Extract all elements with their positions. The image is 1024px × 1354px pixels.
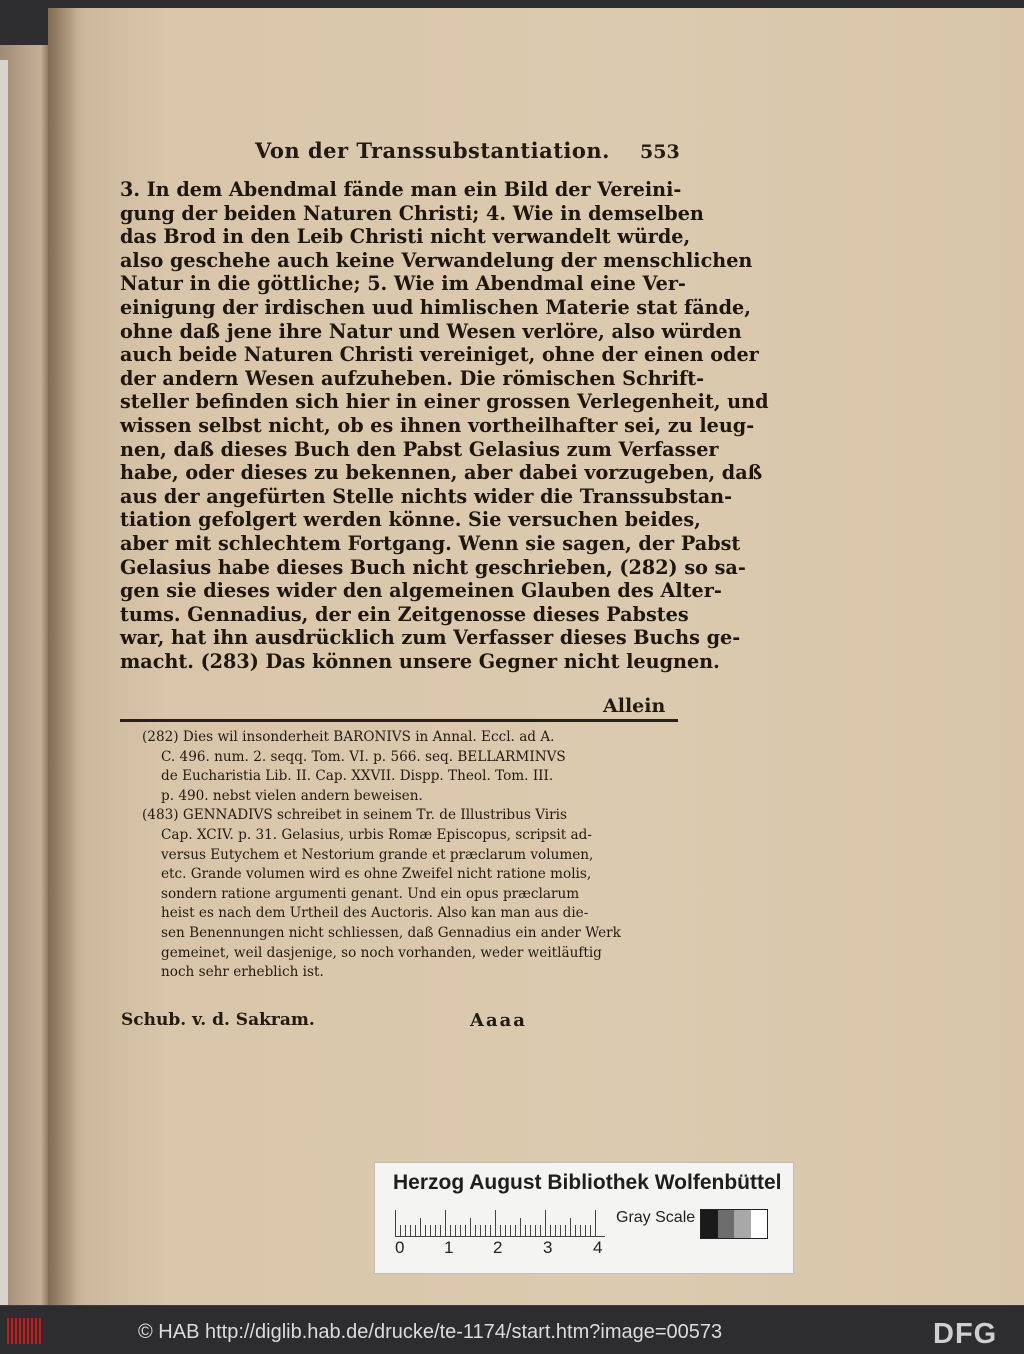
body-line: aber mit schlechtem Fortgang. Wenn sie sagen, der Pabst (120, 531, 741, 555)
body-line: steller befinden sich hier in einer grossen Verlegenheit, und (120, 390, 769, 414)
ruler-tick (580, 1225, 581, 1236)
footnote-line: versus Eutychem et Nestorium grande et præclarum volumen, (161, 846, 594, 863)
body-line: also geschehe auch keine Verwandelung der menschlichen (120, 248, 753, 272)
body-line: nen, daß dieses Buch den Pabst Gelasius zum Verfasser (120, 437, 719, 461)
ruler-tick (570, 1218, 571, 1236)
body-line: wissen selbst nicht, ob es ihnen vortheilhafter sei, zu leug- (120, 413, 755, 437)
footnote-line: sondern ratione argumenti genant. Und ein opus præclarum (161, 885, 580, 902)
footnote-line: gemeinet, weil dasjenige, so noch vorhanden, weder weitläuftig (161, 944, 602, 961)
body-line: 3. In dem Abendmal fände man ein Bild der Vereini- (120, 178, 682, 201)
ruler-tick (480, 1225, 481, 1236)
ruler-number: 0 (395, 1238, 405, 1257)
ruler-tick (515, 1225, 516, 1236)
ruler-number: 4 (593, 1238, 603, 1257)
sheet-mark: Aaaa (470, 1010, 527, 1031)
body-line: das Brod in den Leib Christi nicht verwandelt würde, (120, 225, 691, 249)
footnote-rule (120, 719, 678, 722)
ruler-tick (575, 1225, 576, 1236)
barcode-icon (7, 1318, 41, 1344)
gray-scale-label: Gray Scale (616, 1209, 696, 1226)
gray-scale-swatches (700, 1209, 768, 1239)
ruler-tick (430, 1225, 431, 1236)
ruler-tick (400, 1225, 401, 1236)
ruler-tick (470, 1218, 471, 1236)
ruler-number: 2 (493, 1238, 503, 1257)
ruler-number: 1 (444, 1238, 454, 1257)
copyright-url[interactable]: © HAB http://diglib.hab.de/drucke/te-1174/start.htm?image=00573 (138, 1321, 723, 1343)
ruler-tick (485, 1225, 486, 1236)
footnote-line: heist es nach dem Urtheil des Auctoris. Also kan man aus die- (161, 905, 589, 922)
ruler-tick (505, 1225, 506, 1236)
color-calibration-chart (374, 1162, 794, 1274)
body-line: macht. (283) Das können unsere Gegner nicht leugnen. (120, 649, 720, 673)
ruler-tick (440, 1225, 441, 1236)
ruler-tick (590, 1225, 591, 1236)
ruler-tick (520, 1218, 521, 1236)
ruler-tick (565, 1225, 566, 1236)
footnote-line: etc. Grande volumen wird es ohne Zweifel nicht ratione molis, (161, 866, 592, 883)
footnote-line: de Eucharistia Lib. II. Cap. XXVII. Dispp. Theol. Tom. III. (161, 768, 554, 785)
footnote-line: (483) GENNADIVS schreibet in seinem Tr. de Illustribus Viris (142, 807, 567, 824)
page-stack-edge (0, 60, 8, 1305)
ruler-tick (595, 1210, 596, 1236)
ruler-tick (495, 1210, 496, 1236)
dfg-logo: DFG (933, 1318, 998, 1350)
ruler-tick (475, 1225, 476, 1236)
body-line: gung der beiden Naturen Christi; 4. Wie in demselben (120, 201, 704, 225)
body-line: auch beide Naturen Christi vereiniget, ohne der einen oder (120, 343, 759, 367)
body-line: tiation gefolgert werden könne. Sie versuchen beides, (120, 508, 701, 532)
footer-bar (0, 1305, 1024, 1354)
ruler-tick (405, 1225, 406, 1236)
ruler-tick (450, 1225, 451, 1236)
footnote-line: sen Benennungen nicht schliessen, daß Gennadius ein ander Werk (161, 924, 621, 941)
ruler (395, 1210, 605, 1237)
ruler-tick (555, 1225, 556, 1236)
ruler-tick (455, 1225, 456, 1236)
ruler-tick (460, 1225, 461, 1236)
footnotes (142, 728, 678, 983)
gray-swatch (718, 1210, 735, 1238)
ruler-tick (490, 1225, 491, 1236)
ruler-tick (425, 1225, 426, 1236)
body-line: aus der angefürten Stelle nichts wider die Transsubstan- (120, 484, 733, 508)
ruler-tick (540, 1225, 541, 1236)
ruler-tick (525, 1225, 526, 1236)
chart-title: Herzog August Bibliothek Wolfenbüttel (393, 1171, 782, 1194)
body-line: der andern Wesen aufzuheben. Die römischen Schrift- (120, 366, 705, 390)
ruler-tick (465, 1225, 466, 1236)
catchword: Allein (603, 695, 666, 717)
ruler-tick (585, 1225, 586, 1236)
gray-swatch (734, 1210, 751, 1238)
ruler-tick (510, 1225, 511, 1236)
footnote-line: Cap. XCIV. p. 31. Gelasius, urbis Romæ Episcopus, scripsit ad- (161, 826, 592, 843)
body-line: Natur in die göttliche; 5. Wie im Abendmal eine Ver- (120, 272, 686, 296)
gray-swatch (751, 1210, 768, 1238)
ruler-tick (420, 1218, 421, 1236)
ruler-number: 3 (543, 1238, 553, 1257)
body-line: einigung der irdischen uud himlischen Materie stat fände, (120, 295, 751, 319)
footnote-line: (282) Dies wil insonderheit BARONIVS in Annal. Eccl. ad A. (142, 729, 555, 745)
body-line: habe, oder dieses zu bekennen, aber dabei vorzugeben, daß (120, 461, 763, 485)
ruler-tick (560, 1225, 561, 1236)
footnote-line: noch sehr erheblich ist. (161, 964, 324, 981)
body-line: war, hat ihn ausdrücklich zum Verfasser dieses Buchs ge- (120, 626, 741, 650)
ruler-tick (445, 1210, 446, 1236)
ruler-tick (415, 1225, 416, 1236)
ruler-tick (530, 1225, 531, 1236)
body-line: ohne daß jene ihre Natur und Wesen verlöre, also würden (120, 319, 742, 343)
footnote-line: C. 496. num. 2. seqq. Tom. VI. p. 566. seq. BELLARMINVS (161, 748, 566, 765)
ruler-tick (535, 1225, 536, 1236)
gray-swatch (701, 1210, 718, 1238)
ruler-tick (435, 1225, 436, 1236)
ruler-tick (550, 1225, 551, 1236)
footnote-line: p. 490. nebst vielen andern beweisen. (161, 787, 423, 804)
ruler-tick (395, 1210, 396, 1236)
ruler-tick (545, 1210, 546, 1236)
page-number: 553 (640, 141, 680, 163)
body-line: Gelasius habe dieses Buch nicht geschrieben, (282) so sa- (120, 555, 746, 579)
running-head: Von der Transsubstantiation. (255, 138, 610, 163)
body-line: tums. Gennadius, der ein Zeitgenosse dieses Pabstes (120, 602, 689, 626)
gutter-shadow (48, 8, 78, 1305)
body-line: gen sie dieses wider den algemeinen Glauben des Alter- (120, 579, 722, 603)
signature-line: Schub. v. d. Sakram. (121, 1010, 315, 1030)
body-text (120, 178, 769, 673)
ruler-tick (500, 1225, 501, 1236)
ruler-tick (410, 1225, 411, 1236)
